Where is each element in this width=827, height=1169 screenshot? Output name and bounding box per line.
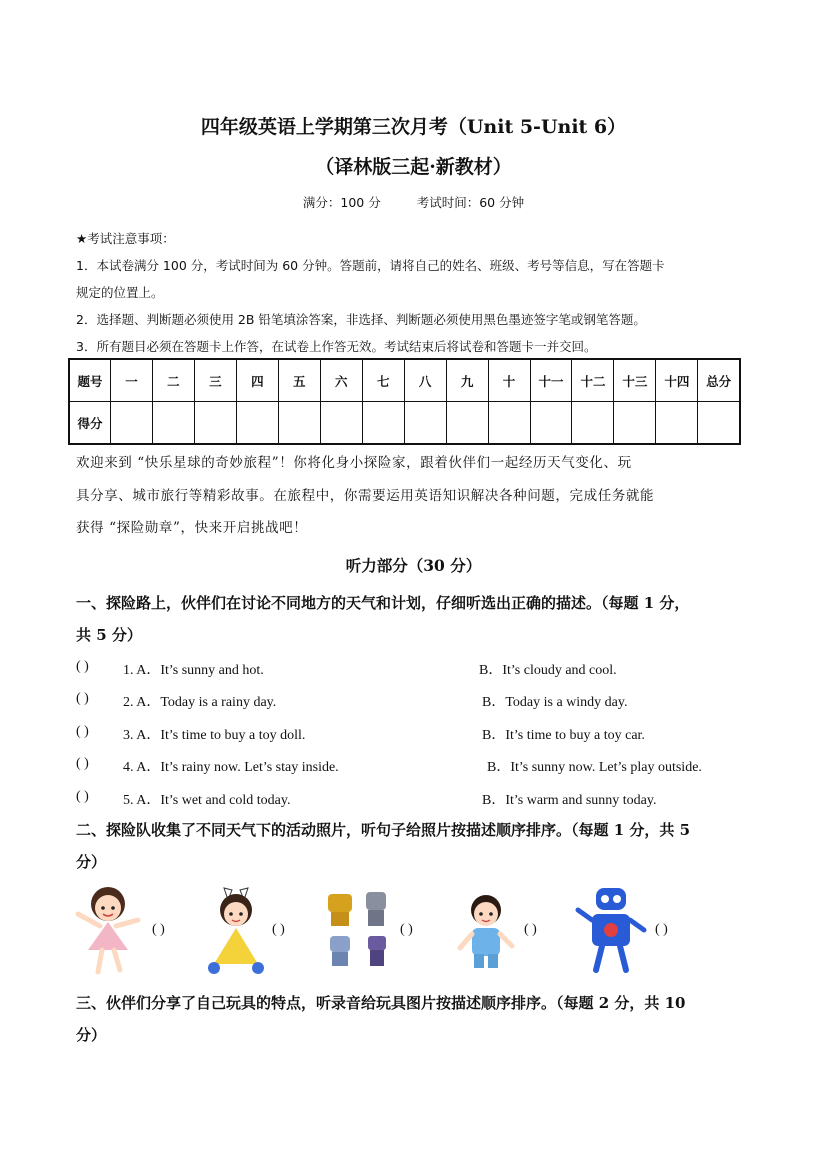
option-b: B．It’s time to buy a toy car. [482, 728, 645, 743]
col-5: 五 [278, 359, 320, 402]
col-3: 三 [194, 359, 236, 402]
notice-heading: ★考试注意事项： [76, 231, 175, 246]
row-label-score: 得分 [69, 402, 111, 445]
score-cell[interactable] [698, 402, 740, 445]
col-11: 十一 [530, 359, 572, 402]
exam-meta [0, 193, 827, 211]
question-2-line-2: 分） [76, 853, 107, 871]
score-table-score-row [69, 402, 740, 445]
answer-blank[interactable]: ( ) [76, 659, 89, 674]
question-1-line-1: 一、探险路上，伙伴们在讨论不同地方的天气和计划，仔细听选出正确的描述。（每题 1 分， [76, 594, 690, 612]
toy-robots-picture [320, 888, 396, 972]
option-a: 4. A．It’s rainy now. Let’s stay inside. [123, 760, 339, 775]
col-10: 十 [488, 359, 530, 402]
score-cell[interactable] [278, 402, 320, 445]
option-b: B．It’s sunny now. Let’s play outside. [487, 760, 702, 775]
option-a: 1. A．It’s sunny and hot. [123, 663, 264, 678]
col-12: 十二 [572, 359, 614, 402]
col-2: 二 [152, 359, 194, 402]
score-cell[interactable] [404, 402, 446, 445]
question-1-line-2: 共 5 分） [76, 626, 142, 644]
girl-dancing-picture [72, 880, 144, 978]
score-cell[interactable] [614, 402, 656, 445]
notice-line-1b: 规定的位置上。 [76, 285, 164, 300]
intro-line-1: 欢迎来到 “快乐星球的奇妙旅程”！你将化身小探险家，跟着伙伴们一起经历天气变化、玩 [76, 455, 632, 471]
question-3-line-1: 三、伙伴们分享了自己玩具的特点，听录音给玩具图片按描述顺序排序。（每题 2 分，共 10 [76, 994, 686, 1012]
score-cell[interactable] [320, 402, 362, 445]
order-blank-4[interactable]: ( ) [524, 922, 537, 937]
exam-subtitle: （译林版三起·新教材） [315, 156, 512, 178]
exam-title: 四年级英语上学期第三次月考（Unit 5-Unit 6） [200, 116, 627, 138]
order-blank-3[interactable]: ( ) [400, 922, 413, 937]
question-2-line-1: 二、探险队收集了不同天气下的活动照片，听句子给照片按描述顺序排序。（每题 1 分，共 5 [76, 821, 691, 839]
score-cell[interactable] [530, 402, 572, 445]
answer-blank[interactable]: ( ) [76, 724, 89, 739]
score-cell[interactable] [152, 402, 194, 445]
intro-line-2: 具分享、城市旅行等精彩故事。在旅程中，你需要运用英语知识解决各种问题，完成任务就能 [76, 488, 655, 504]
score-table-header-row [69, 359, 740, 402]
notice-line-2: 2．选择题、判断题必须使用 2B 铅笔填涂答案，非选择、判断题必须使用黑色墨迹签字笔或钢笔答题。 [76, 312, 646, 327]
option-b: B．It’s cloudy and cool. [479, 663, 617, 678]
answer-blank[interactable]: ( ) [76, 691, 89, 706]
col-13: 十三 [614, 359, 656, 402]
notice-line-3: 3．所有题目必须在答题卡上作答，在试卷上作答无效。考试结束后将试卷和答题卡一并交回。 [76, 339, 597, 354]
col-14: 十四 [656, 359, 698, 402]
answer-blank[interactable]: ( ) [76, 789, 89, 804]
option-b: B．Today is a windy day. [482, 695, 628, 710]
exam-time: 考试时间：60 分钟 [416, 195, 525, 210]
option-b: B．It’s warm and sunny today. [482, 793, 657, 808]
col-4: 四 [236, 359, 278, 402]
listening-section-title: 听力部分（30 分） [345, 556, 482, 575]
score-cell[interactable] [194, 402, 236, 445]
score-table [68, 358, 741, 445]
answer-blank[interactable]: ( ) [76, 756, 89, 771]
col-1: 一 [111, 359, 153, 402]
option-a: 3. A．It’s time to buy a toy doll. [123, 728, 306, 743]
col-7: 七 [362, 359, 404, 402]
order-blank-1[interactable]: ( ) [152, 922, 165, 937]
score-cell[interactable] [656, 402, 698, 445]
question-3-line-2: 分） [76, 1026, 107, 1044]
blue-robot-picture [574, 884, 650, 976]
col-8: 八 [404, 359, 446, 402]
score-cell[interactable] [362, 402, 404, 445]
option-a: 5. A．It’s wet and cold today. [123, 793, 291, 808]
score-cell[interactable] [236, 402, 278, 445]
option-a: 2. A．Today is a rainy day. [123, 695, 277, 710]
intro-line-3: 获得 “探险勋章”，快来开启挑战吧！ [76, 520, 308, 536]
col-total: 总分 [698, 359, 740, 402]
girl-yellow-dress-picture [202, 884, 270, 976]
full-score: 满分：100 分 [302, 195, 381, 210]
order-blank-2[interactable]: ( ) [272, 922, 285, 937]
col-6: 六 [320, 359, 362, 402]
col-9: 九 [446, 359, 488, 402]
boy-overalls-picture [454, 890, 518, 974]
score-cell[interactable] [446, 402, 488, 445]
order-blank-5[interactable]: ( ) [655, 922, 668, 937]
notice-line-1a: 1．本试卷满分 100 分，考试时间为 60 分钟。答题前，请将自己的姓名、班级、考号等信息，写在答题卡 [76, 258, 665, 273]
row-label-question: 题号 [69, 359, 111, 402]
score-cell[interactable] [111, 402, 153, 445]
score-cell[interactable] [572, 402, 614, 445]
score-cell[interactable] [488, 402, 530, 445]
